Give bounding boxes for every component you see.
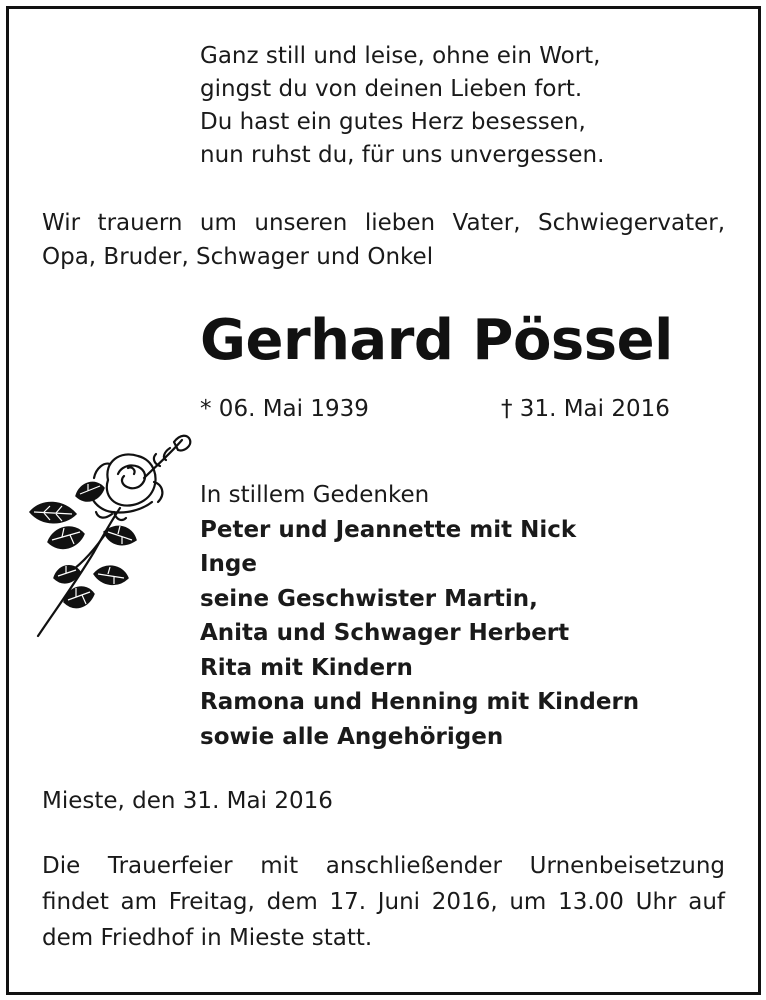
funeral-line-1: Die Trauerfeier mit anschließender Urnenbeisetzung — [42, 853, 725, 879]
place-date: Mieste, den 31. Mai 2016 — [42, 788, 333, 814]
poem-line: Du hast ein gutes Herz besessen, — [200, 109, 586, 135]
poem-line: gingst du von deinen Lieben fort. — [200, 76, 583, 102]
mourners-block — [200, 478, 639, 754]
mourner-name: Inge — [200, 551, 257, 577]
mourner-name: Peter und Jeannette mit Nick — [200, 516, 577, 543]
poem-line: nun ruhst du, für uns unvergessen. — [200, 142, 605, 168]
mourners-heading: In stillem Gedenken — [200, 482, 430, 508]
funeral-line-3: dem Friedhof in Mieste statt. — [42, 925, 373, 951]
intro-line-1: Wir trauern um unseren lieben Vater, Schwiegervater, — [42, 210, 725, 236]
poem — [200, 40, 604, 172]
intro-line-2: Opa, Bruder, Schwager und Onkel — [42, 244, 434, 270]
mourner-name: Rita mit Kindern — [200, 654, 413, 681]
funeral-line-2: findet am Freitag, dem 17. Juni 2016, um 13.00 Uhr auf — [42, 889, 725, 915]
mourner-name: seine Geschwister Martin, — [200, 585, 538, 612]
deceased-name: Gerhard Pössel — [200, 308, 673, 373]
birth-date: * 06. Mai 1939 — [200, 396, 369, 422]
death-date: † 31. Mai 2016 — [501, 396, 670, 422]
poem-line: Ganz still und leise, ohne ein Wort, — [200, 43, 601, 69]
rose-icon — [24, 422, 200, 642]
mourner-name: Ramona und Henning mit Kindern — [200, 689, 640, 715]
mourner-name: sowie alle Angehörigen — [200, 723, 504, 750]
mourner-name: Anita und Schwager Herbert — [200, 620, 570, 646]
